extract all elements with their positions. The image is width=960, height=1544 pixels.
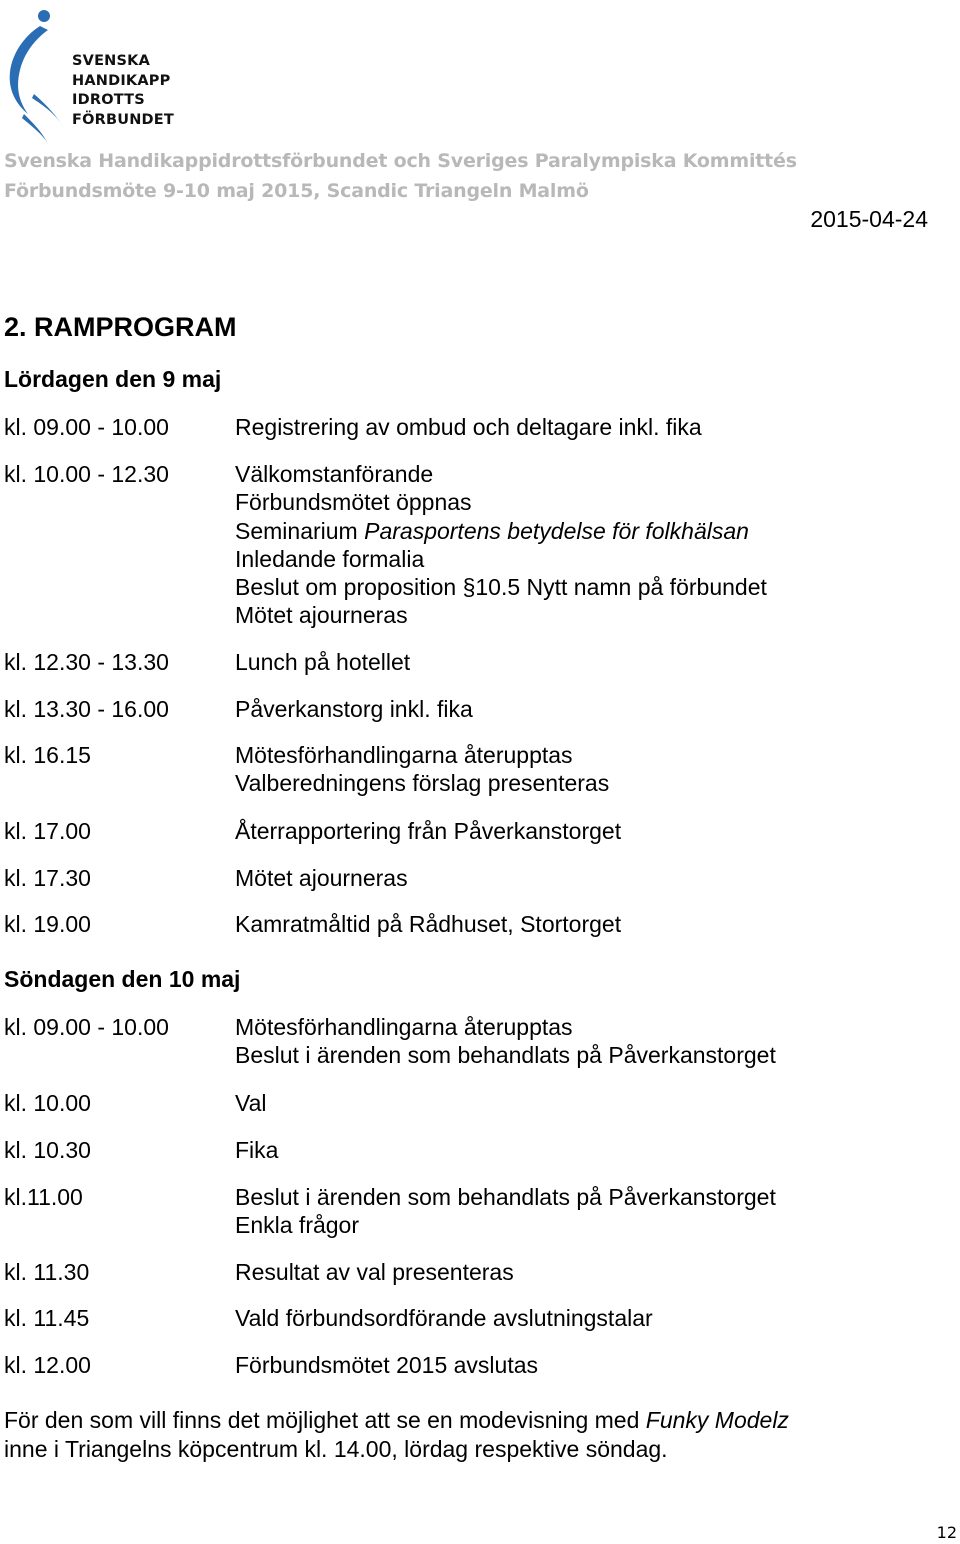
schedule-time: kl. 12.00 xyxy=(4,1352,91,1378)
schedule-item: Lunch på hotellet xyxy=(235,649,411,675)
schedule-time: kl. 13.30 - 16.00 xyxy=(4,696,169,722)
schedule-item: Inledande formalia xyxy=(235,545,425,572)
schedule-item: Förbundsmötet öppnas xyxy=(235,489,472,516)
schedule-time: kl. 12.30 - 13.30 xyxy=(4,649,169,675)
schedule-item: Val xyxy=(235,1090,267,1116)
schedule-item: Valberedningens förslag presenteras xyxy=(235,770,610,797)
schedule-time: kl. 17.00 xyxy=(4,818,91,844)
athlete-swoosh-icon xyxy=(4,6,74,146)
meeting-info: Förbundsmöte 9-10 maj 2015, Scandic Triangeln Malmö xyxy=(4,180,589,202)
schedule-item: Mötet ajourneras xyxy=(235,865,408,891)
schedule-time: kl. 16.15 xyxy=(4,742,91,768)
schedule-item: Registrering av ombud och deltagare inkl. fika xyxy=(235,414,702,440)
schedule-item: Fika xyxy=(235,1137,279,1163)
schedule-items xyxy=(235,413,702,441)
day-heading-sunday: Söndagen den 10 maj xyxy=(4,966,241,992)
note-text: För den som vill finns det möjlighet att se en modevisning med xyxy=(4,1407,646,1433)
note-brand: Funky Modelz xyxy=(645,1407,789,1433)
day-heading-saturday: Lördagen den 9 maj xyxy=(4,366,222,392)
schedule-items xyxy=(235,864,408,892)
schedule-item: Påverkanstorg inkl. fika xyxy=(235,696,473,722)
schedule-items xyxy=(235,1258,514,1286)
section-title: 2. RAMPROGRAM xyxy=(4,312,237,342)
schedule-time: kl.11.00 xyxy=(4,1184,83,1210)
schedule-item: Beslut om proposition §10.5 Nytt namn på förbundet xyxy=(235,574,767,601)
logo-wordmark xyxy=(72,52,174,130)
schedule-item: Mötesförhandlingarna återupptas xyxy=(235,742,573,768)
fashion-show-note xyxy=(4,1406,789,1463)
schedule-time: kl. 10.00 xyxy=(4,1090,91,1116)
schedule-items xyxy=(235,1304,653,1332)
schedule-items xyxy=(235,817,621,845)
page-number: 12 xyxy=(936,1523,957,1542)
schedule-time: kl. 09.00 - 10.00 xyxy=(4,1014,169,1040)
schedule-items xyxy=(235,910,621,938)
schedule-item: Välkomstanförande xyxy=(235,461,434,487)
schedule-item: Beslut i ärenden som behandlats på Påverkanstorget xyxy=(235,1184,776,1210)
document-date: 2015-04-24 xyxy=(810,206,928,232)
schedule-item: Kamratmåltid på Rådhuset, Stortorget xyxy=(235,911,622,937)
schedule-item: Beslut i ärenden som behandlats på Påverkanstorget xyxy=(235,1042,776,1069)
schedule-time: kl. 10.30 xyxy=(4,1137,91,1163)
schedule-item: Förbundsmötet 2015 avslutas xyxy=(235,1352,539,1378)
schedule-item: Mötesförhandlingarna återupptas xyxy=(235,1014,573,1040)
schedule-time: kl. 09.00 - 10.00 xyxy=(4,414,169,440)
schedule-items xyxy=(235,1351,538,1379)
schedule-item: Enkla frågor xyxy=(235,1212,360,1239)
schedule-items xyxy=(235,460,767,630)
schedule-items xyxy=(235,695,473,723)
logo-line-3: IDROTTS xyxy=(72,92,145,108)
schedule-time: kl. 17.30 xyxy=(4,865,91,891)
schedule-items xyxy=(235,1013,776,1070)
schedule-items xyxy=(235,741,609,798)
seminar-prefix: Seminarium xyxy=(235,517,365,544)
schedule-items xyxy=(235,648,410,676)
schedule-items xyxy=(235,1183,776,1240)
note-line-1 xyxy=(4,1406,789,1435)
organization-name: Svenska Handikappidrottsförbundet och Sveriges Paralympiska Kommittés xyxy=(4,150,797,172)
schedule-time: kl. 19.00 xyxy=(4,911,91,937)
schedule-items xyxy=(235,1089,267,1117)
seminar-title: Parasportens betydelse för folkhälsan xyxy=(364,517,749,544)
schedule-item: Resultat av val presenteras xyxy=(235,1259,514,1285)
schedule-item: Återrapportering från Påverkanstorget xyxy=(235,818,622,844)
schedule-time: kl. 11.30 xyxy=(4,1259,90,1285)
schedule-items xyxy=(235,1136,278,1164)
note-line-2: inne i Triangelns köpcentrum kl. 14.00, lördag respektive söndag. xyxy=(4,1435,668,1462)
schedule-item: Mötet ajourneras xyxy=(235,602,408,629)
schedule-time: kl. 10.00 - 12.30 xyxy=(4,461,169,487)
schedule-item: Vald förbundsordförande avslutningstalar xyxy=(235,1305,653,1331)
schedule-time: kl. 11.45 xyxy=(4,1305,90,1331)
logo-line-2: HANDIKAPP xyxy=(72,72,171,89)
schedule-item xyxy=(235,517,767,545)
logo-line-4: FÖRBUNDET xyxy=(72,111,174,128)
logo-line-1: SVENSKA xyxy=(72,53,151,69)
